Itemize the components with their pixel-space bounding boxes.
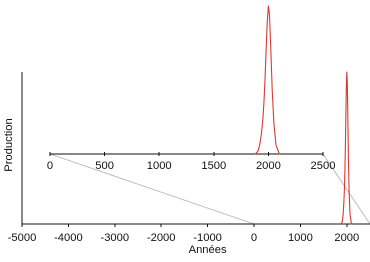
main-x-tick-label: 2000 <box>334 232 360 244</box>
main-x-tick-label: -3000 <box>100 232 130 244</box>
x-axis-label: Années <box>188 244 227 256</box>
main-x-tick-label: -1000 <box>193 232 222 244</box>
inset-x-tick-label: 0 <box>46 160 54 172</box>
main-x-tick-label: -4000 <box>54 232 83 244</box>
inset-x-tick-label: 1000 <box>146 160 172 172</box>
y-axis-label: Production <box>3 118 15 172</box>
inset-axis-group <box>47 152 336 172</box>
inset-x-tick-label: 2500 <box>310 160 336 172</box>
main-x-tick-labels <box>8 232 360 244</box>
main-production-series-line <box>341 72 351 224</box>
main-x-tick-label: 0 <box>250 232 258 244</box>
inset-x-tick-labels <box>47 160 336 172</box>
inset-x-tick-label: 1500 <box>201 160 227 172</box>
main-x-tick-label: 1000 <box>287 232 313 244</box>
main-x-tick-label: -5000 <box>7 232 37 244</box>
inset-x-tick-label: 500 <box>95 160 114 172</box>
inset-production-series-line <box>255 6 279 154</box>
main-x-tick-label: -2000 <box>146 232 176 244</box>
inset-x-tick-label: 2000 <box>255 160 281 172</box>
